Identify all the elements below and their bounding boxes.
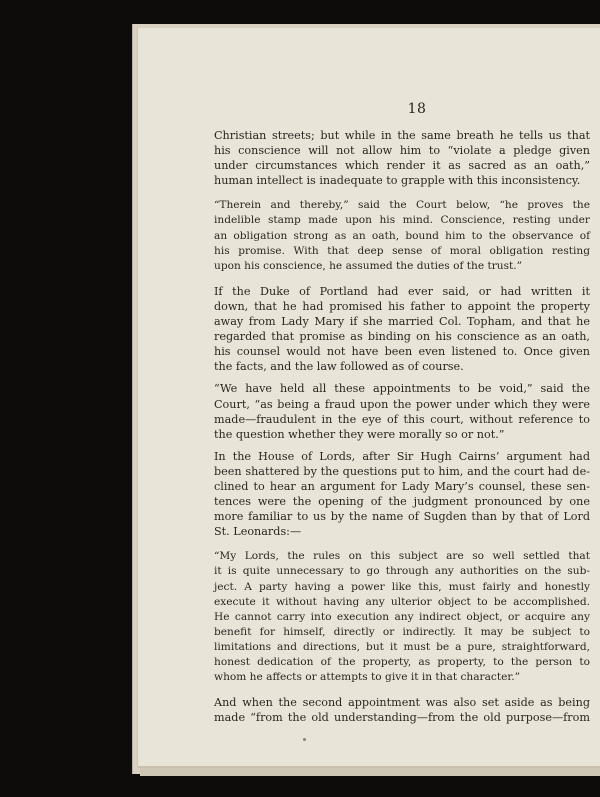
text-line: If the Duke of Portland had ever said, or had written it — [214, 284, 590, 298]
text-line: his counsel would not have been even listened to. Once given — [214, 345, 590, 359]
text-line: limitations and directions, but it must be a pure, straightforward, — [214, 640, 590, 653]
text-line: made—fraudulent in the eye of this court, without reference to — [214, 412, 590, 426]
text-line: honest dedication of the property, as property, to the person to — [214, 656, 590, 668]
text-line: In the House of Lords, after Sir Hugh Cairns’ argument had — [214, 449, 590, 463]
text-line: “We have held all these appointments to be void,” said the — [214, 382, 590, 396]
text-line: execute it without having any ulterior object to be accomplished. — [214, 595, 590, 608]
text-line: regarded that promise as binding on his conscience as an oath, — [214, 330, 590, 344]
text-line: more familiar to us by the name of Sugden than by that of Lord — [214, 510, 590, 524]
text-line: the facts, and the law followed as of course. — [214, 360, 464, 374]
text-line: tences were the opening of the judgment pronounced by one — [214, 495, 590, 509]
paragraph-3 — [214, 284, 590, 375]
book-page — [138, 28, 600, 766]
paragraph-7 — [214, 695, 590, 725]
text-line: clined to hear an argument for Lady Mary’s counsel, these sen- — [214, 479, 590, 493]
paragraph-6-quote — [214, 549, 590, 685]
paper-spot — [303, 738, 306, 741]
text-line: it is quite unnecessary to go through any authorities on the sub- — [214, 565, 590, 578]
text-line: “Therein and thereby,” said the Court below, “he proves the — [214, 199, 590, 212]
text-line: St. Leonards:— — [214, 525, 302, 539]
text-line: Court, “as being a fraud upon the power under which they were — [214, 397, 590, 411]
text-line: the question whether they were morally so or not.” — [214, 427, 505, 441]
text-line: down, that he had promised his father to appoint the property — [214, 299, 590, 313]
text-line: Christian streets; but while in the same breath he tells us that — [214, 129, 590, 142]
paragraph-4 — [214, 381, 590, 441]
text-line: upon his conscience, he assumed the duties of the trust.” — [214, 259, 523, 272]
text-line: And when the second appointment was also set aside as being — [214, 696, 590, 710]
text-line: whom he affects or attempts to give it in that character.” — [214, 671, 521, 684]
text-line: under circumstances which render it as sacred as an oath,” — [214, 159, 590, 173]
page-bottom-edge — [140, 766, 600, 776]
text-line: been shattered by the questions put to him, and the court had de- — [214, 464, 590, 478]
page-number: 18 — [407, 101, 427, 117]
text-line: benefit for himself, directly or indirectly. It may be subject to — [214, 625, 590, 638]
text-line: indelible stamp made upon his mind. Conscience, resting under — [214, 214, 590, 227]
paragraph-2-quote — [214, 198, 590, 273]
paragraph-1 — [214, 128, 590, 188]
text-line: his conscience will not allow him to “violate a pledge given — [214, 144, 590, 158]
text-line: He cannot carry into execution any indirect object, or acquire any — [214, 610, 590, 623]
text-line: human intellect is inadequate to grapple with this inconsistency. — [214, 174, 581, 188]
text-line: ject. A party having a power like this, must fairly and honestly — [214, 580, 590, 593]
text-line: “My Lords, the rules on this subject are so well settled that — [214, 550, 590, 563]
paragraph-5 — [214, 449, 590, 540]
text-line: an obligation strong as an oath, bound him to the observance of — [214, 229, 590, 242]
text-line: made “from the old understanding—from the old purpose—from — [214, 711, 590, 725]
text-line: away from Lady Mary if she married Col. Topham, and that he — [214, 315, 590, 329]
text-line: his promise. With that deep sense of moral obligation resting — [214, 244, 590, 257]
page-text — [214, 128, 590, 725]
